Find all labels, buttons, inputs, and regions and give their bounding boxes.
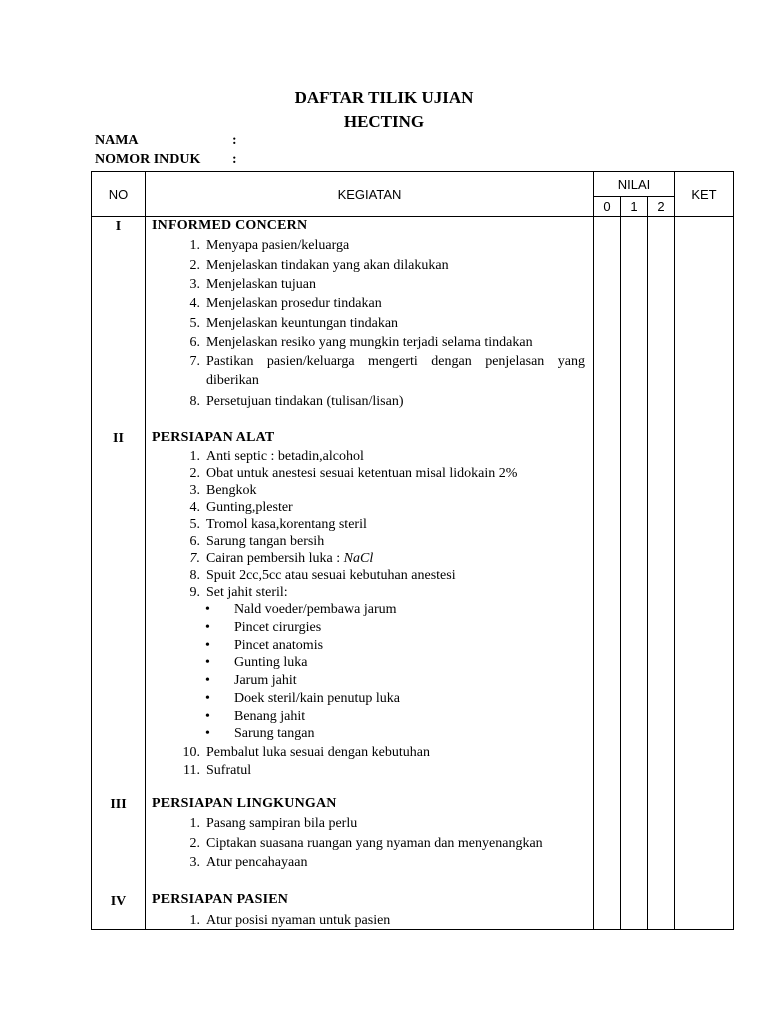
kegiatan-column: INFORMED CONCERN 1. Menyapa pasien/keluarga 2. Menjelaskan tindakan yang akan dilakukan 3. Menjelaskan tujuan 4. Menjelaskan prosedur tindakan 5. Menjelaskan keuntungan tindakan 6. Menjelaskan resiko yang mungkin terjadi selama tindakan 7. Pastikan pasien/keluarga mengerti dengan penjelasan yang diberikan 8. Persetujuan tindakan (tulisan/lisan) PERSIAPAN ALAT 1. Anti septic : betadin,alcohol 2. Obat untuk anestesi sesuai ketentuan misal lidokain 2% 3. Bengkok 4. Gunting,plester 5. Tromol kasa,korentang steril 6. Sarung tangan bersih 7. Cairan pembersih luka : NaCl 8. Spuit 2cc,5cc atau sesuai kebutuhan anestesi 9. Set jahit steril: • Nald voeder/pembawa jarum • Pincet cirurgies • Pincet anatomis • Gunting luka • Jarum jahit • Doek steril/kain penutup luka • Benang jahit • Sarung tangan 10. Pembalut luka sesuai dengan kebutuhan 11. Sufratul PERSIAPAN LINGKUNGAN 1. Pasang sampiran bila perlu 2. Ciptakan suasana ruangan yang nyaman dan menyenangkan 3. Atur pencahayaan PERSIAPAN PASIEN 1. Atur posisi nyaman untuk pasien (146, 217, 594, 930)
field-nama (95, 132, 237, 150)
section-title: PERSIAPAN LINGKUNGAN (152, 796, 337, 811)
header-kegiatan: KEGIATAN (146, 172, 594, 217)
field-label: NOMOR INDUK (95, 152, 201, 167)
ket-cell[interactable] (675, 217, 734, 930)
bullet-icon: • (205, 655, 210, 670)
score-header-0: 0 (594, 197, 621, 217)
score-header-2: 2 (648, 197, 675, 217)
bullet-icon: • (205, 638, 210, 653)
page-title: DAFTAR TILIK UJIAN (294, 88, 474, 107)
bullet-icon: • (205, 691, 210, 706)
section-title: PERSIAPAN PASIEN (152, 892, 289, 907)
section-number: I (115, 219, 122, 234)
score-cell-0[interactable] (594, 217, 621, 930)
bullet-icon: • (205, 620, 210, 635)
score-header-1: 1 (621, 197, 648, 217)
field-label: NAMA (95, 133, 139, 148)
field-nomor-induk (95, 151, 237, 169)
field-colon: : (232, 152, 237, 167)
header-no: NO (92, 172, 146, 217)
bullet-icon: • (205, 709, 210, 724)
section-number: II (113, 431, 124, 446)
field-colon: : (232, 133, 237, 148)
checklist-table (91, 171, 734, 930)
section-title: INFORMED CONCERN (152, 218, 308, 233)
header-nilai: NILAI (594, 172, 675, 197)
header-ket: KET (675, 172, 734, 217)
bullet-icon: • (205, 602, 210, 617)
bullet-icon: • (205, 673, 210, 688)
no-column (92, 217, 146, 930)
page-subtitle: HECTING (343, 112, 425, 131)
score-cell-1[interactable] (621, 217, 648, 930)
section-number: IV (110, 894, 127, 909)
bullet-icon: • (205, 726, 210, 741)
section-number: III (110, 797, 127, 812)
section-title: PERSIAPAN ALAT (152, 430, 275, 445)
score-cell-2[interactable] (648, 217, 675, 930)
